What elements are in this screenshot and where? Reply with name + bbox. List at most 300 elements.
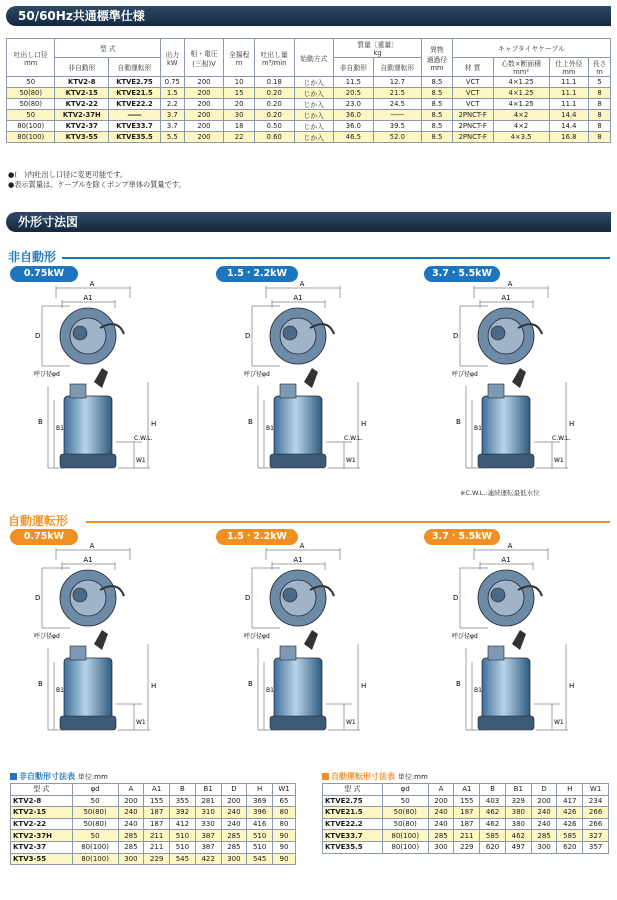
dim-cell: 211: [454, 830, 480, 842]
dim-cell: 403: [480, 795, 506, 807]
spec-row: [7, 99, 611, 110]
cwl-label: C.W.L.: [134, 435, 153, 442]
dim-cell: 380: [505, 807, 531, 819]
cwl-note: ※C.W.L.:連続運転最低水位: [460, 489, 540, 497]
dim-cell: 417: [557, 795, 583, 807]
dim-A-label: A: [299, 280, 305, 288]
dim-cell: 510: [170, 841, 196, 853]
dim-B1-label: B1: [56, 687, 64, 694]
th-phase: 相・電圧 (三相)V: [184, 39, 224, 77]
dim-cell: 510: [247, 830, 273, 842]
discharge-pipe: [488, 384, 504, 398]
spec-cell: 80(100): [7, 132, 55, 143]
spec-cell: じか入: [294, 110, 334, 121]
spec-cell: じか入: [294, 77, 334, 88]
spec-cell: 36.0: [334, 121, 374, 132]
pill-37-55-non-auto: 3.7・5.5kW: [424, 266, 500, 282]
th-auto: 自動運転形: [109, 58, 161, 77]
section-auto: 自動運転形: [8, 514, 69, 528]
dim-B-label: B: [38, 680, 43, 688]
dim-B1-label: B1: [266, 687, 274, 694]
dim-W1-label: W1: [346, 457, 356, 464]
dim-cell: 234: [583, 795, 609, 807]
dim-cell: 285: [221, 830, 247, 842]
spec-cell: 39.5: [373, 121, 421, 132]
pump-drawing-1: [30, 278, 190, 488]
dim-D-label: D: [453, 594, 459, 602]
dim-cell: 200: [118, 795, 144, 807]
th-cable: キャブタイヤケーブル: [452, 39, 610, 58]
spec-cell: じか入: [294, 132, 334, 143]
spec-cell: 200: [184, 99, 224, 110]
discharge-pipe: [70, 646, 86, 660]
spec-cell: KTV2-37: [55, 121, 109, 132]
th-start: 始動方式: [294, 39, 334, 77]
dim-cell: KTVE22.2: [323, 818, 383, 830]
dim-cell: 300: [531, 841, 557, 853]
dim-cell: 50(80): [382, 807, 428, 819]
divider: [62, 257, 610, 259]
spec-cell: 5: [589, 77, 611, 88]
dim-H-label: H: [569, 420, 575, 428]
dims-title: 外形寸法図: [18, 215, 79, 229]
spec-cell: じか入: [294, 88, 334, 99]
th-length: 長さ m: [589, 58, 611, 77]
spec-cell: KTV2-37H: [55, 110, 109, 121]
spec-cell: 8.5: [422, 88, 453, 99]
dim-cell: 240: [531, 818, 557, 830]
spec-cell: 8.5: [422, 121, 453, 132]
th-cores: 心数×断面積 mm²: [493, 58, 549, 77]
dim-cell: 585: [557, 830, 583, 842]
dim-cell: 545: [170, 853, 196, 865]
spec-row: [7, 132, 611, 143]
dim-cell: 187: [454, 807, 480, 819]
dim-cell: KTV2-8: [11, 795, 73, 807]
spec-cell: 15: [224, 88, 255, 99]
dim-header-cell: B: [170, 784, 196, 796]
dim-D-label: D: [453, 332, 459, 340]
spec-header-bar: [6, 6, 611, 26]
dim-header-cell: B: [480, 784, 506, 796]
spec-table: [6, 38, 611, 143]
dim-B-label: B: [456, 418, 461, 426]
spec-cell: 4×1.25: [493, 99, 549, 110]
dim-cell: KTV2-37: [11, 841, 73, 853]
dim-row: [11, 853, 296, 865]
spec-cell: 30: [224, 110, 255, 121]
dim-cell: 50(80): [72, 807, 118, 819]
dim-header-cell: A1: [454, 784, 480, 796]
spec-cell: KTV2-22: [55, 99, 109, 110]
dim-cell: 240: [118, 807, 144, 819]
pump-base: [60, 454, 116, 468]
dim-cell: 80(100): [382, 841, 428, 853]
auto-dim-table: [322, 783, 609, 854]
dim-cell: 462: [480, 807, 506, 819]
spec-cell: 0.20: [254, 99, 294, 110]
dim-cell: KTVE2.75: [323, 795, 383, 807]
dim-A1-label: A1: [83, 556, 93, 564]
pill-15-22-non-auto: 1.5・2.2kW: [216, 266, 298, 282]
cwl-label: C.W.L.: [552, 435, 571, 442]
dim-cell: 285: [118, 841, 144, 853]
dim-row: [11, 830, 296, 842]
spec-cell: 36.0: [334, 110, 374, 121]
dim-row: [323, 830, 609, 842]
dim-cell: 497: [505, 841, 531, 853]
spec-cell: 11.1: [549, 88, 589, 99]
dim-cell: 200: [531, 795, 557, 807]
dim-A1-label: A1: [501, 294, 511, 302]
pump-drawing-5: [240, 540, 400, 750]
spec-cell: ――: [109, 110, 161, 121]
pill-37-55-auto: 3.7・5.5kW: [424, 529, 500, 545]
spec-row: [7, 121, 611, 132]
dim-cell: 187: [454, 818, 480, 830]
dim-cell: 285: [428, 830, 454, 842]
notes: [8, 170, 186, 190]
dim-cell: 416: [247, 818, 273, 830]
pump-body: [64, 396, 112, 458]
th-mass-a: 自動運転形: [373, 58, 421, 77]
dim-row: [11, 807, 296, 819]
spec-cell: 23.0: [334, 99, 374, 110]
spec-cell: 8.5: [422, 110, 453, 121]
dim-cell: 462: [480, 818, 506, 830]
dim-W1-label: W1: [136, 719, 146, 726]
dim-cell: KTVE33.7: [323, 830, 383, 842]
dim-row: [323, 795, 609, 807]
pump-body: [274, 658, 322, 720]
dim-cell: 80(100): [382, 830, 428, 842]
dim-cell: 426: [557, 818, 583, 830]
spec-cell: 20: [224, 99, 255, 110]
dim-row: [323, 807, 609, 819]
dim-header-cell: W1: [583, 784, 609, 796]
divider: [86, 521, 610, 523]
spec-cell: 8.5: [422, 132, 453, 143]
spec-cell: 46.5: [334, 132, 374, 143]
spec-cell: 50(80): [7, 88, 55, 99]
th-model: 型 式: [55, 39, 160, 58]
spec-title: 50/60Hz共通標準仕様: [18, 9, 145, 23]
dim-D-label: D: [35, 594, 41, 602]
spec-cell: KTVE33.7: [109, 121, 161, 132]
dim-header-cell: A: [118, 784, 144, 796]
spec-cell: 4×1.25: [493, 88, 549, 99]
dim-A1-label: A1: [293, 556, 303, 564]
spec-cell: 8: [589, 110, 611, 121]
spec-cell: じか入: [294, 99, 334, 110]
dim-cell: 240: [118, 818, 144, 830]
pump-body: [482, 658, 530, 720]
note-1: ●( )内吐出し口径に変更可能です。: [8, 170, 128, 179]
spec-cell: 200: [184, 121, 224, 132]
dim-cell: 155: [144, 795, 170, 807]
dim-cell: KTVE35.5: [323, 841, 383, 853]
dim-cell: 240: [531, 807, 557, 819]
spec-cell: KTV2-8: [55, 77, 109, 88]
spec-cell: 50: [7, 77, 55, 88]
dim-H-label: H: [361, 420, 367, 428]
spec-cell: 8.5: [422, 77, 453, 88]
spec-cell: 50(80): [7, 99, 55, 110]
dim-A-label: A: [89, 542, 95, 550]
dim-A-label: A: [89, 280, 95, 288]
spec-cell: 11.5: [334, 77, 374, 88]
dim-B-label: B: [456, 680, 461, 688]
dim-H-label: H: [569, 682, 575, 690]
dim-cell: 285: [118, 830, 144, 842]
dim-cell: 80: [273, 818, 296, 830]
dim-cell: 187: [144, 818, 170, 830]
dim-cell: 310: [195, 807, 221, 819]
dim-H-label: H: [361, 682, 367, 690]
dim-cell: 65: [273, 795, 296, 807]
dim-cell: 426: [557, 807, 583, 819]
spec-cell: 14.4: [549, 121, 589, 132]
dim-D-label: D: [245, 332, 251, 340]
spec-cell: 200: [184, 88, 224, 99]
dim-cell: 380: [505, 818, 531, 830]
phid-label: 呼び径φd: [244, 371, 270, 378]
spec-cell: KTV3-55: [55, 132, 109, 143]
discharge-pipe: [488, 646, 504, 660]
dim-cell: 357: [583, 841, 609, 853]
dim-cell: 355: [170, 795, 196, 807]
dim-cell: 545: [247, 853, 273, 865]
dim-cell: 300: [428, 841, 454, 853]
dim-cell: 412: [170, 818, 196, 830]
dim-header-cell: B1: [505, 784, 531, 796]
pump-base: [60, 716, 116, 730]
dim-row: [11, 818, 296, 830]
spec-cell: 21.5: [373, 88, 421, 99]
dim-row: [323, 841, 609, 853]
spec-cell: 2PNCT-F: [452, 132, 493, 143]
spec-cell: 2PNCT-F: [452, 121, 493, 132]
dim-cell: 80(100): [72, 853, 118, 865]
spec-cell: KTVE2.75: [109, 77, 161, 88]
dim-W1-label: W1: [554, 457, 564, 464]
dim-cell: 387: [195, 830, 221, 842]
dims-header-bar: [6, 212, 611, 232]
pump-body: [64, 658, 112, 720]
spec-cell: 0.20: [254, 88, 294, 99]
spec-cell: 4×2: [493, 110, 549, 121]
dim-B1-label: B1: [474, 425, 482, 432]
dim-cell: 240: [428, 818, 454, 830]
dim-cell: 620: [557, 841, 583, 853]
dim-cell: 396: [247, 807, 273, 819]
spec-cell: 0.20: [254, 110, 294, 121]
spec-cell: 52.0: [373, 132, 421, 143]
dim-cell: 392: [170, 807, 196, 819]
dim-W1-label: W1: [346, 719, 356, 726]
phid-label: 呼び径φd: [244, 633, 270, 640]
dim-header-cell: W1: [273, 784, 296, 796]
spec-cell: 4×2: [493, 121, 549, 132]
dim-cell: 387: [195, 841, 221, 853]
discharge-pipe: [280, 384, 296, 398]
discharge-pipe: [280, 646, 296, 660]
dim-header-cell: D: [221, 784, 247, 796]
dim-cell: 240: [221, 818, 247, 830]
spec-cell: じか入: [294, 121, 334, 132]
spec-cell: 11.1: [549, 77, 589, 88]
dim-cell: 327: [583, 830, 609, 842]
discharge-pipe: [70, 384, 86, 398]
auto-table-title: 自動運転形寸法表 単位:mm: [322, 771, 428, 782]
spec-cell: 2.2: [160, 99, 184, 110]
dim-cell: 510: [247, 841, 273, 853]
spec-cell: 16.8: [549, 132, 589, 143]
cwl-label: C.W.L.: [344, 435, 363, 442]
spec-cell: 3.7: [160, 110, 184, 121]
phid-label: 呼び径φd: [34, 633, 60, 640]
dim-header-cell: 型 式: [323, 784, 383, 796]
spec-cell: 8: [589, 132, 611, 143]
dim-A1-label: A1: [83, 294, 93, 302]
spec-cell: 14.4: [549, 110, 589, 121]
dim-header-cell: A: [428, 784, 454, 796]
dim-header-cell: H: [557, 784, 583, 796]
dim-cell: 211: [144, 841, 170, 853]
spec-row: [7, 110, 611, 121]
spec-cell: 2PNCT-F: [452, 110, 493, 121]
dim-header-cell: H: [247, 784, 273, 796]
spec-cell: 8: [589, 88, 611, 99]
pump-base: [478, 716, 534, 730]
dim-header-row: [323, 784, 609, 796]
section-non-auto: 非自動形: [8, 250, 57, 264]
dim-cell: 50: [72, 830, 118, 842]
pump-body: [482, 396, 530, 458]
dim-cell: 620: [480, 841, 506, 853]
dim-B1-label: B1: [474, 687, 482, 694]
dim-cell: 90: [273, 830, 296, 842]
th-mass: 質量〔重量〕 kg: [334, 39, 422, 58]
dim-cell: 281: [195, 795, 221, 807]
pump-drawing-6: [448, 540, 608, 750]
spec-cell: 1.5: [160, 88, 184, 99]
spec-cell: 0.75: [160, 77, 184, 88]
non-auto-dim-table: [10, 783, 296, 865]
dim-A1-label: A1: [293, 294, 303, 302]
spec-cell: KTVE22.2: [109, 99, 161, 110]
dim-W1-label: W1: [554, 719, 564, 726]
dim-D-label: D: [35, 332, 41, 340]
dim-D-label: D: [245, 594, 251, 602]
th-head: 全揚程 m: [224, 39, 255, 77]
pump-base: [270, 716, 326, 730]
spec-cell: 80(100): [7, 121, 55, 132]
spec-cell: 12.7: [373, 77, 421, 88]
pump-drawing-4: [30, 540, 190, 750]
th-od: 仕上外径 mm: [549, 58, 589, 77]
dim-cell: 80(100): [72, 841, 118, 853]
dim-cell: KTV3-55: [11, 853, 73, 865]
dim-B-label: B: [248, 680, 253, 688]
dim-cell: KTV2-15: [11, 807, 73, 819]
dim-cell: 585: [480, 830, 506, 842]
dim-header-cell: A1: [144, 784, 170, 796]
spec-cell: 24.5: [373, 99, 421, 110]
spec-cell: KTV2-15: [55, 88, 109, 99]
dim-cell: 229: [454, 841, 480, 853]
dim-header-cell: φd: [382, 784, 428, 796]
dim-header-cell: B1: [195, 784, 221, 796]
dim-cell: KTV2-37H: [11, 830, 73, 842]
dim-cell: 90: [273, 841, 296, 853]
dim-W1-label: W1: [136, 457, 146, 464]
dim-row: [323, 818, 609, 830]
pump-body: [274, 396, 322, 458]
dim-cell: 266: [583, 818, 609, 830]
dim-cell: 50: [382, 795, 428, 807]
spec-cell: 0.60: [254, 132, 294, 143]
dim-cell: 211: [144, 830, 170, 842]
spec-cell: 22: [224, 132, 255, 143]
dim-A-label: A: [507, 542, 513, 550]
pump-base: [478, 454, 534, 468]
pill-075-auto: 0.75kW: [10, 529, 78, 545]
th-material: 材 質: [452, 58, 493, 77]
th-output: 出力 kW: [160, 39, 184, 77]
th-mass-na: 非自動形: [334, 58, 374, 77]
dim-cell: 266: [583, 807, 609, 819]
phid-label: 呼び径φd: [34, 371, 60, 378]
dim-cell: 229: [144, 853, 170, 865]
spec-cell: 8: [589, 99, 611, 110]
spec-cell: 8: [589, 121, 611, 132]
spec-cell: 10: [224, 77, 255, 88]
dim-cell: 285: [221, 841, 247, 853]
dim-cell: 80: [273, 807, 296, 819]
th-solid: 異物 通過径 mm: [422, 39, 453, 77]
spec-cell: KTVE35.5: [109, 132, 161, 143]
dim-cell: 200: [428, 795, 454, 807]
pump-base: [270, 454, 326, 468]
note-2: ●表示質量は、ケーブルを除くポンプ単体の質量です。: [8, 180, 186, 189]
non-auto-table-title: 非自動形寸法表 単位:mm: [10, 771, 108, 782]
dim-B-label: B: [38, 418, 43, 426]
dim-row: [11, 841, 296, 853]
spec-row: [7, 88, 611, 99]
dim-B1-label: B1: [56, 425, 64, 432]
dim-cell: 422: [195, 853, 221, 865]
spec-cell: 0.18: [254, 77, 294, 88]
spec-cell: 50: [7, 110, 55, 121]
dim-cell: 50(80): [382, 818, 428, 830]
dim-cell: 329: [505, 795, 531, 807]
pump-drawing-2: [240, 278, 400, 488]
dim-A1-label: A1: [501, 556, 511, 564]
dim-cell: 300: [118, 853, 144, 865]
phid-label: 呼び径φd: [452, 633, 478, 640]
dim-B1-label: B1: [266, 425, 274, 432]
dim-cell: 240: [428, 807, 454, 819]
spec-cell: 200: [184, 132, 224, 143]
dim-cell: 155: [454, 795, 480, 807]
dim-A-label: A: [299, 542, 305, 550]
spec-cell: 4×1.25: [493, 77, 549, 88]
dim-cell: 330: [195, 818, 221, 830]
pill-15-22-auto: 1.5・2.2kW: [216, 529, 298, 545]
dim-cell: 50: [72, 795, 118, 807]
spec-cell: 8.5: [422, 99, 453, 110]
